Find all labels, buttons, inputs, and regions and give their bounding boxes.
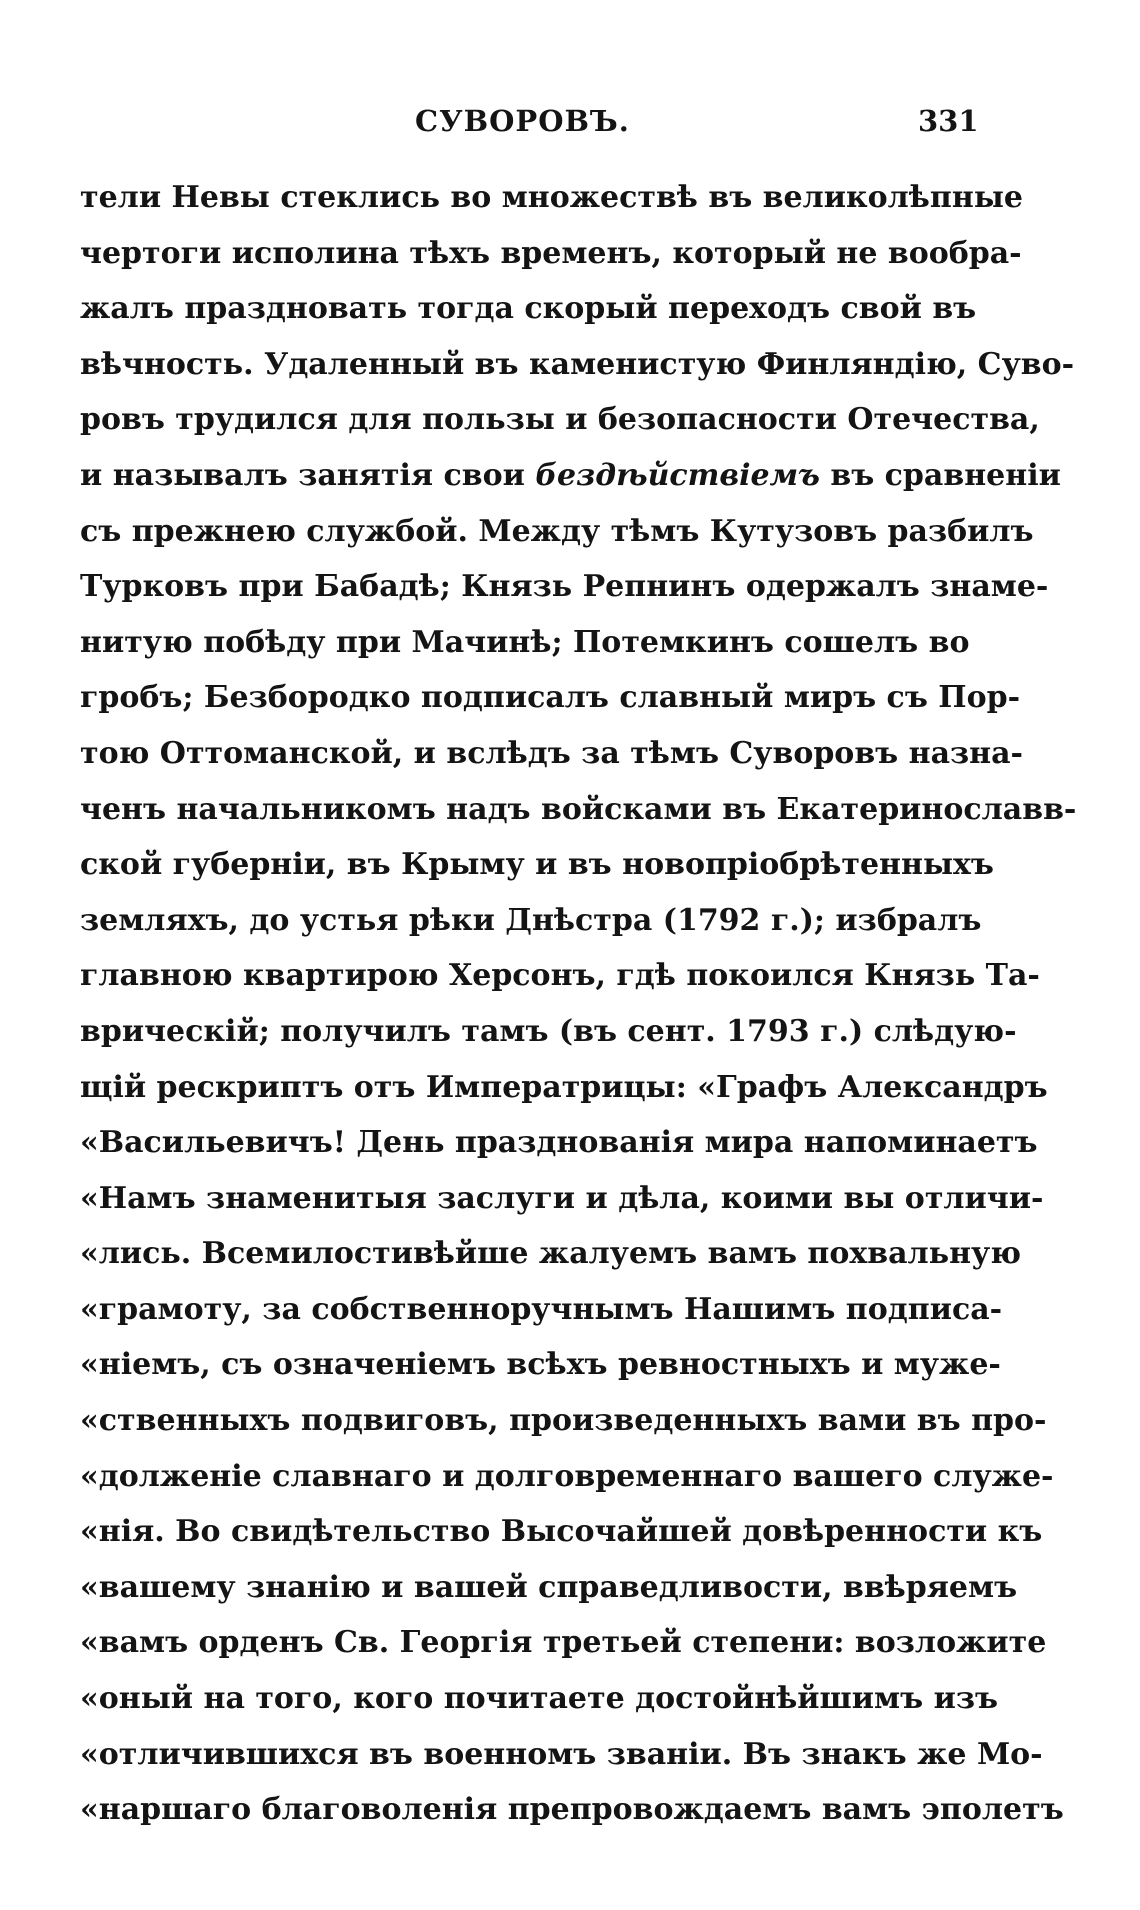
text-line: «оный на того, кого почитаете достойнѣйшимъ изъ xyxy=(80,1681,998,1717)
text-line: «долженіе славнаго и долговременнаго вашего служе- xyxy=(80,1458,1054,1494)
text-line: «наршаго благоволенія препровождаемъ вамъ эполетъ xyxy=(80,1792,1064,1828)
running-head xyxy=(0,104,1140,144)
text-line: тели Невы стеклись во множествѣ въ великолѣпные xyxy=(80,180,1023,215)
text-line: жалъ праздновать тогда скорый переходъ свой въ xyxy=(80,291,977,327)
text-line: нитую побѣду при Мачинѣ; Потемкинъ сошелъ во xyxy=(80,624,970,660)
text-line: ровъ трудился для пользы и безопасности Отечества, xyxy=(80,402,1040,438)
text-line: «Намъ знаменитыя заслуги и дѣла, коими вы отличи- xyxy=(80,1180,1044,1216)
text-line: тою Оттоманской, и вслѣдъ за тѣмъ Суворовъ назна- xyxy=(80,735,1024,771)
running-title: СУВОРОВЪ. xyxy=(415,104,630,138)
text-line: врическій; получилъ тамъ (въ сент. 1793 г.) слѣдую- xyxy=(80,1013,1017,1049)
text-line: щій рескриптъ отъ Императрицы: «Графъ Александръ xyxy=(80,1069,1048,1105)
text-line: Турковъ при Бабадѣ; Князь Репнинъ одержалъ знаме- xyxy=(80,569,1049,605)
text-line: вѣчность. Удаленный въ каменистую Финляндію, Суво- xyxy=(80,346,1075,382)
text-line: ской губерніи, въ Крыму и въ новопріобрѣтенныхъ xyxy=(80,847,994,883)
text-line: «лись. Всемилостивѣйше жалуемъ вамъ похвальную xyxy=(80,1236,1021,1272)
text-line: «ніемъ, съ означеніемъ всѣхъ ревностныхъ и муже- xyxy=(80,1347,1001,1383)
text-line: чертоги исполина тѣхъ временъ, который не вообра- xyxy=(80,235,1022,271)
text-line: съ прежнею службой. Между тѣмъ Кутузовъ разбилъ xyxy=(80,513,1034,549)
text-span: и называлъ занятія свои xyxy=(80,457,536,493)
text-line: «нія. Во свидѣтельство Высочайшей довѣренности къ xyxy=(80,1514,1043,1550)
text-line: главною квартирою Херсонъ, гдѣ покоился Князь Та- xyxy=(80,958,1040,994)
text-span: въ сравненіи xyxy=(819,457,1061,493)
body-text xyxy=(80,170,1077,1838)
text-line: ченъ начальникомъ надъ войсками въ Екатеринославв- xyxy=(80,791,1077,827)
page-number: 331 xyxy=(918,104,979,138)
text-line: «Васильевичъ! День празднованія мира напоминаетъ xyxy=(80,1125,1038,1161)
text-line xyxy=(80,448,1061,504)
text-line: «отличившихся въ военномъ званіи. Въ знакъ же Мо- xyxy=(80,1736,1043,1772)
text-line: гробъ; Безбородко подписалъ славный миръ съ Пор- xyxy=(80,680,1021,716)
text-line: «грамоту, за собственноручнымъ Нашимъ подписа- xyxy=(80,1291,1003,1327)
italic-phrase: бездѣйствіемъ xyxy=(535,457,820,493)
text-line: «вамъ орденъ Св. Георгія третьей степени: возложите xyxy=(80,1625,1047,1661)
text-line: «ственныхъ подвиговъ, произведенныхъ вами въ про- xyxy=(80,1403,1047,1439)
text-line: земляхъ, до устья рѣки Днѣстра (1792 г.); избралъ xyxy=(80,902,982,938)
text-line: «вашему знанію и вашей справедливости, ввѣряемъ xyxy=(80,1569,1018,1605)
